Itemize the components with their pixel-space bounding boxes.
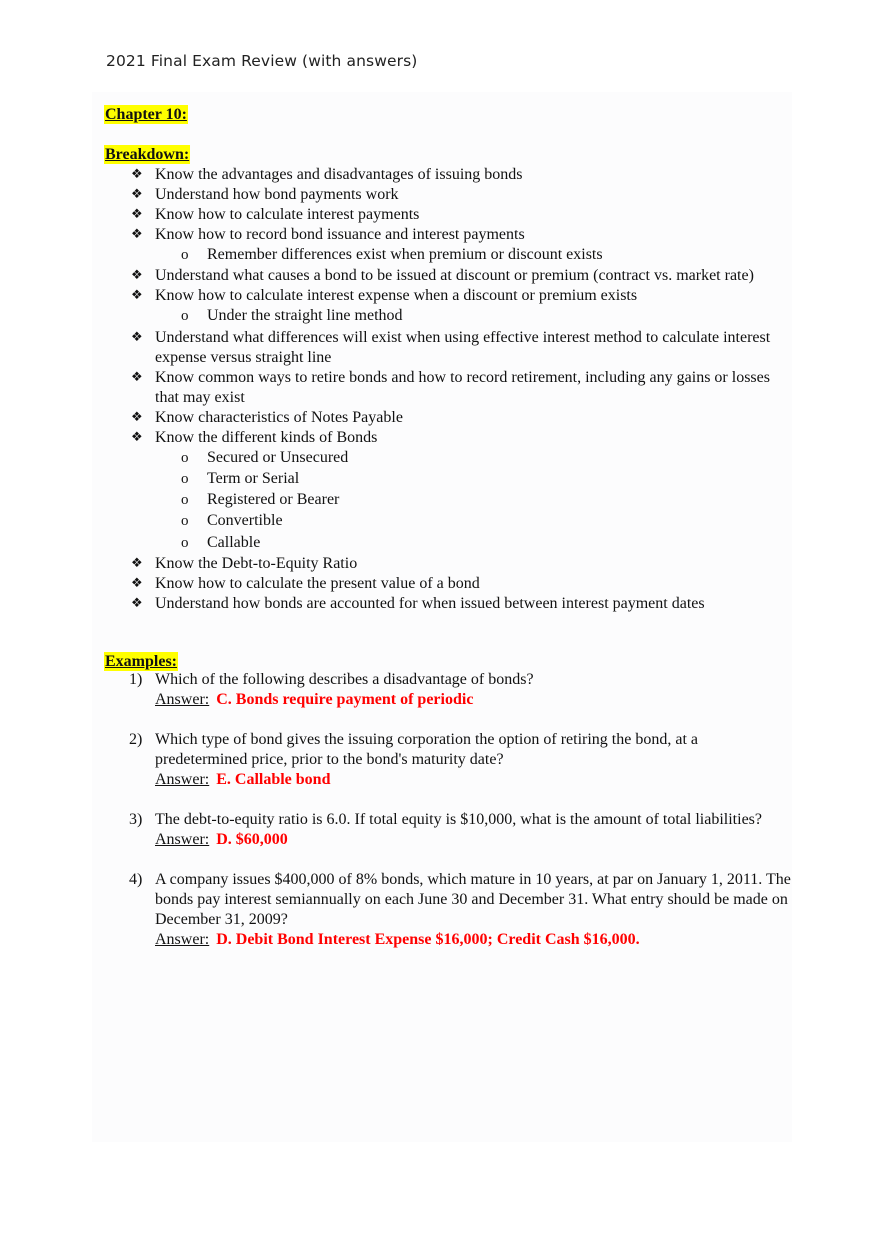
example-number: 4) <box>129 871 143 888</box>
answer-label: Answer: <box>155 691 210 708</box>
breakdown-item <box>104 225 794 266</box>
answer-label: Answer: <box>155 831 210 848</box>
breakdown-item-text: Know the Debt-to-Equity Ratio <box>155 555 358 573</box>
breakdown-item <box>104 266 794 286</box>
breakdown-item <box>104 574 794 594</box>
breakdown-sub-item <box>104 245 794 266</box>
breakdown-item-text: Know how to calculate interest payments <box>155 206 420 223</box>
answer-value: C. Bonds require payment of periodic <box>216 691 474 708</box>
breakdown-sub-item-text: Secured or Unsecured <box>207 448 349 466</box>
breakdown-item <box>104 554 794 574</box>
example-number: 2) <box>129 731 143 748</box>
breakdown-item <box>104 286 794 327</box>
diamond-bullet-icon: ❖ <box>131 288 143 304</box>
breakdown-item <box>104 408 794 428</box>
diamond-bullet-icon: ❖ <box>131 187 143 202</box>
circle-bullet-icon: o <box>181 534 189 551</box>
circle-bullet-icon: o <box>181 492 189 509</box>
breakdown-item <box>104 205 794 225</box>
breakdown-item-text: Know how to calculate the present value of a bond <box>155 575 480 593</box>
breakdown-item-text: Know characteristics of Notes Payable <box>155 408 403 426</box>
breakdown-item-text: Know how to record bond issuance and interest payments <box>155 226 525 243</box>
diamond-bullet-icon: ❖ <box>131 409 143 425</box>
diamond-bullet-icon: ❖ <box>131 207 143 222</box>
example-item <box>104 870 794 950</box>
breakdown-sub-item-text: Under the straight line method <box>207 307 403 325</box>
examples-heading: Examples: <box>105 653 177 670</box>
breakdown-item-text: Know how to calculate interest expense when a discount or premium exists <box>155 287 638 305</box>
breakdown-sub-item-text: Convertible <box>207 512 283 530</box>
circle-bullet-icon: o <box>181 247 189 263</box>
breakdown-item <box>104 185 794 205</box>
example-question: A company issues $400,000 of 8% bonds, which mature in 10 years, at par on January 1, 2011. The bonds pay interest semiannually on each June 30 and December 31. What entry should be made on December 31, 2009? <box>155 871 791 928</box>
answer-value: E. Callable bond <box>216 771 331 788</box>
example-item <box>104 730 794 790</box>
diamond-bullet-icon: ❖ <box>131 576 143 592</box>
breakdown-sub-list <box>104 245 794 266</box>
circle-bullet-icon: o <box>181 449 189 466</box>
breakdown-sub-list <box>104 306 794 327</box>
breakdown-item-text: Understand how bonds are accounted for when issued between interest payment dates <box>155 595 705 613</box>
breakdown-sub-item <box>104 469 794 490</box>
breakdown-sub-item <box>104 306 794 327</box>
breakdown-sub-item-text: Callable <box>207 533 261 551</box>
diamond-bullet-icon: ❖ <box>131 556 143 572</box>
chapter-heading: Chapter 10: <box>105 106 187 123</box>
diamond-bullet-icon: ❖ <box>131 227 143 242</box>
breakdown-sub-item-text: Registered or Bearer <box>207 491 340 509</box>
breakdown-sub-item <box>104 448 794 469</box>
breakdown-item <box>104 328 794 368</box>
diamond-bullet-icon: ❖ <box>131 369 143 385</box>
breakdown-item <box>104 165 794 185</box>
example-number: 3) <box>129 811 143 828</box>
breakdown-item-text: Understand how bond payments work <box>155 186 399 203</box>
breakdown-item <box>104 428 794 554</box>
breakdown-item-text: Understand what differences will exist when using effective interest method to calculate interest expense versus straight line <box>155 328 771 366</box>
diamond-bullet-icon: ❖ <box>131 329 143 345</box>
breakdown-sub-item-text: Remember differences exist when premium or discount exists <box>207 246 603 263</box>
breakdown-sub-item-text: Term or Serial <box>207 469 300 487</box>
example-answer <box>155 830 794 850</box>
breakdown-sub-item <box>104 490 794 511</box>
example-number: 1) <box>129 671 143 688</box>
example-question: Which of the following describes a disadvantage of bonds? <box>155 671 534 688</box>
breakdown-item-text: Know the advantages and disadvantages of issuing bonds <box>155 166 523 183</box>
answer-label: Answer: <box>155 931 210 948</box>
example-item <box>104 670 794 710</box>
breakdown-list <box>104 165 794 614</box>
answer-label: Answer: <box>155 771 210 788</box>
diamond-bullet-icon: ❖ <box>131 167 143 182</box>
diamond-bullet-icon: ❖ <box>131 429 143 445</box>
circle-bullet-icon: o <box>181 308 189 325</box>
document-header: 2021 Final Exam Review (with answers) <box>106 52 418 70</box>
circle-bullet-icon: o <box>181 513 189 530</box>
examples-list <box>104 670 794 970</box>
answer-value: D. $60,000 <box>216 831 288 848</box>
example-answer <box>155 690 794 710</box>
breakdown-item-text: Understand what causes a bond to be issued at discount or premium (contract vs. market rate) <box>155 267 754 285</box>
example-question: Which type of bond gives the issuing corporation the option of retiring the bond, at a predetermined price, prior to the bond's maturity date? <box>155 731 698 768</box>
example-answer <box>155 930 794 950</box>
example-answer <box>155 770 794 790</box>
breakdown-sub-item <box>104 511 794 532</box>
diamond-bullet-icon: ❖ <box>131 596 143 612</box>
breakdown-item <box>104 594 794 614</box>
breakdown-item-text: Know common ways to retire bonds and how to record retirement, including any gains or losses that may exist <box>155 368 770 406</box>
example-item <box>104 810 794 850</box>
breakdown-sub-item <box>104 533 794 554</box>
circle-bullet-icon: o <box>181 470 189 487</box>
breakdown-heading: Breakdown: <box>105 146 190 163</box>
diamond-bullet-icon: ❖ <box>131 268 143 284</box>
breakdown-item-text: Know the different kinds of Bonds <box>155 428 378 446</box>
answer-value: D. Debit Bond Interest Expense $16,000; Credit Cash $16,000. <box>216 931 640 948</box>
breakdown-item <box>104 368 794 408</box>
breakdown-sub-list <box>104 448 794 554</box>
example-question: The debt-to-equity ratio is 6.0. If total equity is $10,000, what is the amount of total liabilities? <box>155 811 762 828</box>
